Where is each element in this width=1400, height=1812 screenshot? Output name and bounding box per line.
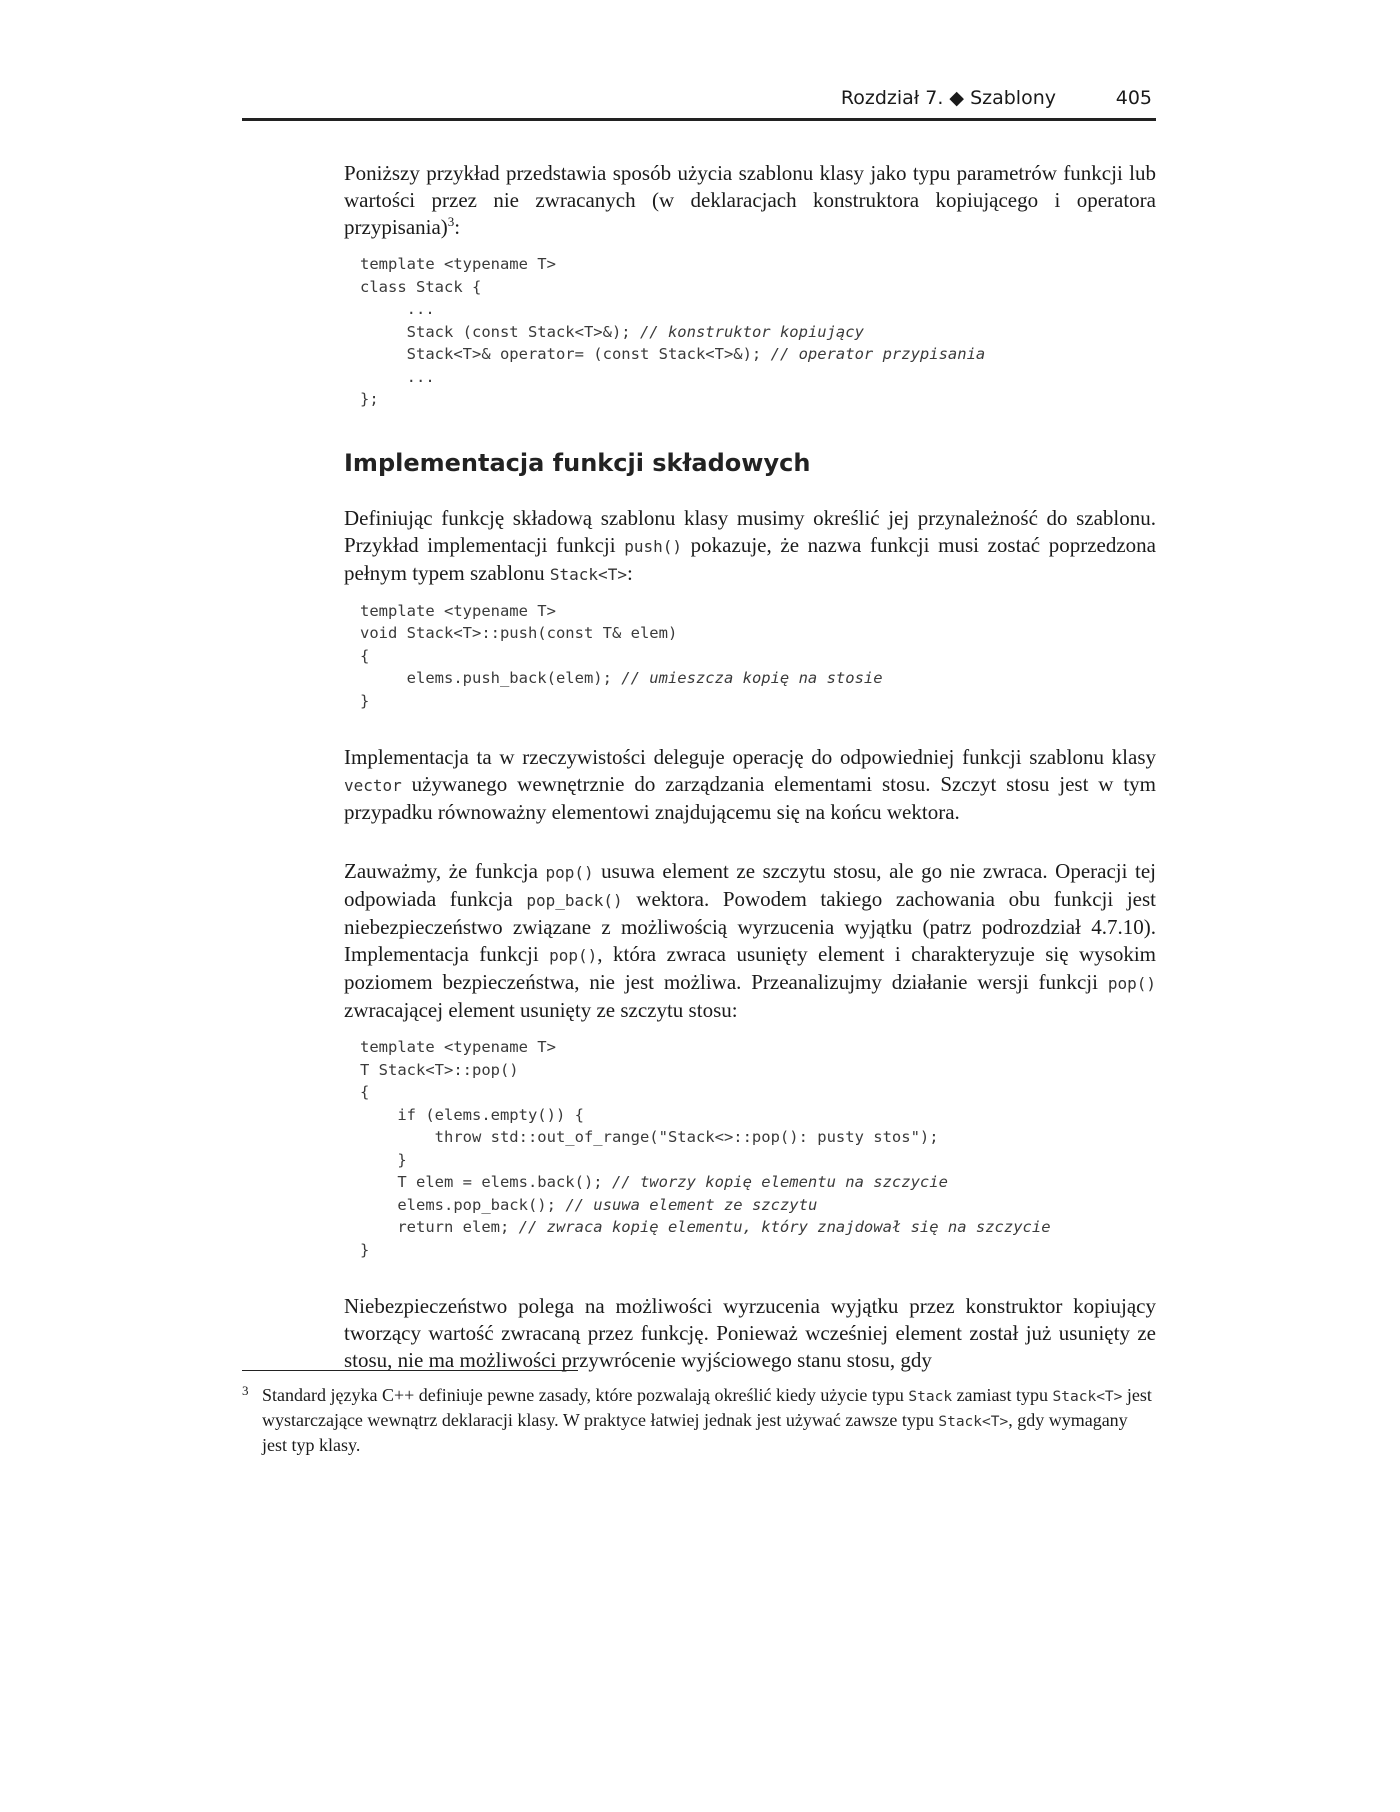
code-line: template <typename T> [360, 1038, 556, 1056]
page-number: 405 [1115, 87, 1152, 109]
code-block-pop [360, 1036, 1156, 1261]
paragraph-text: używanego wewnętrznie do zarządzania elementami stosu. Szczyt stosu jest w tym przypadku równoważny elementowi znajdującemu się na końcu wektora. [344, 772, 1156, 824]
code-comment: // konstruktor kopiujący [639, 322, 864, 341]
code-line: }; [360, 390, 379, 408]
code-line: Stack (const Stack<T>&); [360, 322, 640, 341]
paragraph-definition [344, 505, 1156, 588]
code-line: class Stack { [360, 277, 482, 296]
paragraph-text: usuwa element ze szczytu stosu, ale go nie zwraca. Operacji tej odpowiada funkcja [344, 859, 1156, 911]
section-heading: Implementacja funkcji składowych [344, 448, 811, 477]
code-line: elems.push_back(elem); [360, 669, 622, 687]
code-line: { [360, 1083, 370, 1101]
code-line: } [360, 1150, 407, 1169]
chapter-title: Rozdział 7. ◆ Szablony [840, 87, 1056, 109]
code-line: ... [360, 367, 435, 386]
paragraph-text: : [454, 215, 461, 239]
footnote-separator [242, 1370, 578, 1371]
footnote [242, 1384, 1156, 1457]
inline-code: pop() [549, 946, 598, 965]
footnote-reference: 3 [447, 214, 455, 229]
inline-code: pop_back() [526, 891, 623, 910]
code-line: void Stack<T>::push(const T& elem) [360, 624, 678, 642]
code-line: if (elems.empty()) { [360, 1105, 584, 1124]
footnote-text-part: Standard języka C++ definiuje pewne zasady, które pozwalają określić kiedy użycie typu [262, 1385, 909, 1405]
paragraph-text: zwracającej element usunięty ze szczytu stosu: [344, 998, 738, 1022]
code-line: template <typename T> [360, 255, 556, 273]
code-line: throw std::out_of_range("Stack<>::pop(): pusty stos"); [360, 1128, 939, 1146]
footnote-text-part: jest wystarczające wewnątrz deklaracji klasy. W praktyce łatwiej jednak jest używać zawsze typu [262, 1385, 1152, 1430]
inline-code: push() [624, 536, 683, 556]
paragraph-text: Poniższy przykład przedstawia sposób użycia szablonu klasy jako typu parametrów funkcji lub wartości przez nie zwracanych (w deklaracjach konstruktora kopiującego i operatora przypisania) [344, 161, 1156, 239]
code-block-push [360, 600, 1156, 713]
page-body [344, 160, 1156, 1374]
inline-code: Stack<T> [1052, 1389, 1123, 1405]
code-line: } [360, 691, 370, 710]
code-line: } [360, 1240, 370, 1259]
running-header [242, 84, 1156, 121]
paragraph-text: , która zwraca usunięty element i charakteryzuje się wysokim poziomem bezpieczeństwa, nie jest możliwa. Przeanalizujmy działanie wersji funkcji [344, 942, 1156, 994]
paragraph-text: : [626, 560, 633, 585]
code-comment: // umieszcza kopię na stosie [621, 669, 883, 687]
paragraph-danger: Niebezpieczeństwo polega na możliwości wyrzucenia wyjątku przez konstruktor kopiujący tworzący wartość zwracaną przez funkcję. Ponieważ wcześniej element został już usunięty ze stosu, nie ma możliwości przywrócenie wyjściowego stanu stosu, gdy [344, 1294, 1156, 1372]
footnote-text [262, 1384, 1156, 1457]
code-comment: // tworzy kopię elementu na szczycie [611, 1173, 948, 1191]
code-line: T Stack<T>::pop() [360, 1060, 519, 1079]
paragraph-intro [344, 160, 1156, 241]
paragraph-text: Zauważmy, że funkcja [344, 859, 546, 883]
paragraph-text: pokazuje, że nazwa funkcji musi zostać poprzedzona pełnym typem szablonu [344, 532, 1157, 585]
inline-code: pop() [545, 863, 594, 882]
code-line: Stack<T>& operator= (const Stack<T>&); [360, 345, 771, 363]
footnote-text-part: zamiast typu [952, 1385, 1053, 1405]
code-line: return elem; [360, 1218, 519, 1236]
paragraph-text: Definiując funkcję składową szablonu klasy musimy określić jej przynależność do szablonu. Przykład implementacji funkcji [344, 505, 1156, 557]
code-block-class-stack [360, 253, 1156, 411]
code-line: template <typename T> [360, 601, 556, 620]
code-line: elems.pop_back(); [360, 1195, 566, 1214]
code-line: T elem = elems.back(); [360, 1173, 612, 1191]
inline-code: Stack<T> [549, 564, 627, 584]
code-comment: // zwraca kopię elementu, który znajdował się na szczycie [518, 1218, 1051, 1236]
code-comment: // usuwa element ze szczytu [565, 1195, 818, 1214]
inline-code: Stack [908, 1389, 953, 1405]
paragraph-text: wektora. Powodem takiego zachowania obu funkcji jest niebezpieczeństwo związane z możliwością wyrzucenia wyjątku (patrz podrozdział 4.7.10). Implementacja funkcji [344, 887, 1156, 966]
code-line: { [360, 646, 370, 665]
paragraph-pop [344, 858, 1156, 1024]
inline-code: pop() [1107, 974, 1156, 993]
inline-code: vector [344, 776, 402, 795]
paragraph-text: Implementacja ta w rzeczywistości deleguje operację do odpowiedniej funkcji szablonu klasy [344, 745, 1156, 769]
footnote-text-part: , gdy wymagany jest typ klasy. [262, 1410, 1128, 1455]
inline-code: Stack<T> [938, 1414, 1009, 1430]
code-line: ... [360, 300, 435, 318]
paragraph-delegation [344, 744, 1156, 826]
code-comment: // operator przypisania [770, 345, 986, 363]
footnote-mark: 3 [242, 1383, 249, 1398]
